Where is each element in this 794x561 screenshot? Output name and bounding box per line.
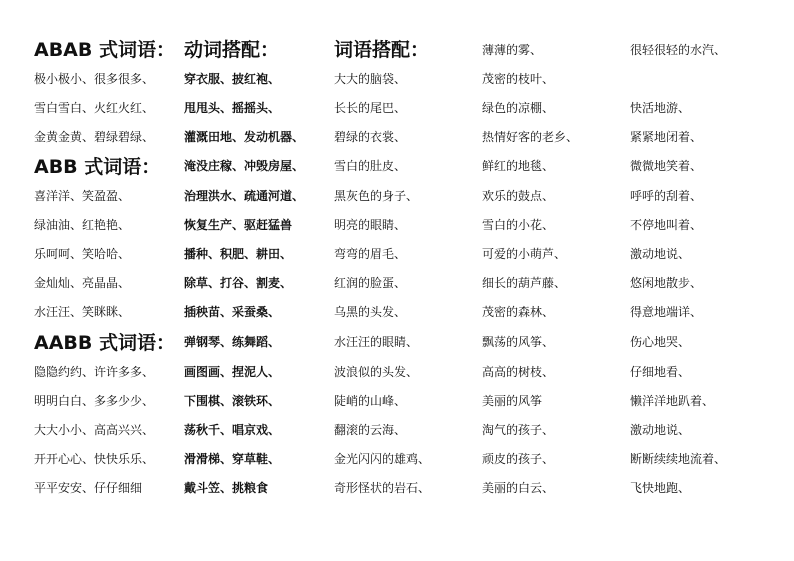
list-item: 细长的葫芦藤、 (482, 276, 567, 290)
list-item: 戴斗笠、挑粮食 (184, 481, 269, 495)
list-item: 薄薄的雾、 (482, 43, 543, 57)
list-item: 明明白白、多多少少、 (34, 394, 155, 408)
list-item: 红润的脸蛋、 (334, 276, 407, 290)
list-item: 仔细地看、 (630, 365, 691, 379)
list-item: 淹没庄稼、冲毁房屋、 (184, 159, 305, 173)
list-item: 可爱的小萌芦、 (482, 247, 567, 261)
list-item: 播种、积肥、耕田、 (184, 247, 293, 261)
list-item: 开开心心、快快乐乐、 (34, 452, 155, 466)
list-item: 得意地端详、 (630, 305, 703, 319)
list-item: 金光闪闪的雄鸡、 (334, 452, 431, 466)
list-item: 呼呼的刮着、 (630, 189, 703, 203)
heading-abb: ABB 式词语： (34, 156, 161, 178)
list-item: 水汪汪的眼睛、 (334, 335, 419, 349)
list-item: 雪白的小花、 (482, 218, 555, 232)
list-item: 美丽的白云、 (482, 481, 555, 495)
list-item: 画图画、捏泥人、 (184, 365, 281, 379)
list-item: 甩甩头、摇摇头、 (184, 101, 281, 115)
heading-aabb: AABB 式词语： (34, 332, 175, 354)
list-item: 乐呵呵、笑哈哈、 (34, 247, 131, 261)
list-item: 平平安安、仔仔细细 (34, 481, 143, 495)
list-item: 飘荡的风筝、 (482, 335, 555, 349)
list-item: 悠闲地散步、 (630, 276, 703, 290)
list-item: 顽皮的孩子、 (482, 452, 555, 466)
list-item: 恢复生产、驱赶猛兽 (184, 218, 293, 232)
list-item: 弯弯的眉毛、 (334, 247, 407, 261)
list-item: 大大小小、高高兴兴、 (34, 423, 155, 437)
list-item: 雪白的肚皮、 (334, 159, 407, 173)
list-item: 插秧苗、采蚕桑、 (184, 305, 281, 319)
list-item: 穿衣服、披红袍、 (184, 72, 281, 86)
list-item: 除草、打谷、割麦、 (184, 276, 293, 290)
list-item: 翻滚的云海、 (334, 423, 407, 437)
list-item: 治理洪水、疏通河道、 (184, 189, 305, 203)
list-item: 紧紧地闭着、 (630, 130, 703, 144)
list-item: 茂密的森林、 (482, 305, 555, 319)
list-item: 明亮的眼睛、 (334, 218, 407, 232)
heading-word-collocations: 词语搭配： (334, 39, 430, 61)
list-item: 不停地叫着、 (630, 218, 703, 232)
list-item: 乌黑的头发、 (334, 305, 407, 319)
list-item: 绿油油、红艳艳、 (34, 218, 131, 232)
list-item: 鲜红的地毯、 (482, 159, 555, 173)
list-item: 断断续续地流着、 (630, 452, 727, 466)
list-item: 绿色的凉棚、 (482, 101, 555, 115)
list-item: 弹钢琴、练舞蹈、 (184, 335, 281, 349)
list-item: 金灿灿、亮晶晶、 (34, 276, 131, 290)
list-item: 奇形怪状的岩石、 (334, 481, 431, 495)
heading-verb-collocations: 动词搭配： (184, 39, 280, 61)
list-item: 水汪汪、笑眯眯、 (34, 305, 131, 319)
list-item: 极小极小、很多很多、 (34, 72, 155, 86)
list-item: 黑灰色的身子、 (334, 189, 419, 203)
list-item: 微微地笑着、 (630, 159, 703, 173)
list-item: 灌溉田地、发动机器、 (184, 130, 305, 144)
list-item: 欢乐的鼓点、 (482, 189, 555, 203)
list-item: 快活地游、 (630, 101, 691, 115)
list-item: 雪白雪白、火红火红、 (34, 101, 155, 115)
list-item: 飞快地跑、 (630, 481, 691, 495)
list-item: 滑滑梯、穿草鞋、 (184, 452, 281, 466)
list-item: 很轻很轻的水汽、 (630, 43, 727, 57)
list-item: 激动地说、 (630, 247, 691, 261)
list-item: 大大的脑袋、 (334, 72, 407, 86)
list-item: 荡秋千、唱京戏、 (184, 423, 281, 437)
list-item: 茂密的枝叶、 (482, 72, 555, 86)
list-item: 陡峭的山峰、 (334, 394, 407, 408)
list-item: 热情好客的老乡、 (482, 130, 579, 144)
list-item: 喜洋洋、笑盈盈、 (34, 189, 131, 203)
list-item: 懒洋洋地趴着、 (630, 394, 715, 408)
list-item: 淘气的孩子、 (482, 423, 555, 437)
list-item: 伤心地哭、 (630, 335, 691, 349)
list-item: 下围棋、滚铁环、 (184, 394, 281, 408)
list-item: 激动地说、 (630, 423, 691, 437)
list-item: 波浪似的头发、 (334, 365, 419, 379)
list-item: 长长的尾巴、 (334, 101, 407, 115)
list-item: 碧绿的衣裳、 (334, 130, 407, 144)
list-item: 金黄金黄、碧绿碧绿、 (34, 130, 155, 144)
list-item: 美丽的风筝 (482, 394, 543, 408)
heading-abab: ABAB 式词语： (34, 39, 175, 61)
list-item: 高高的树枝、 (482, 365, 555, 379)
list-item: 隐隐约约、许许多多、 (34, 365, 155, 379)
